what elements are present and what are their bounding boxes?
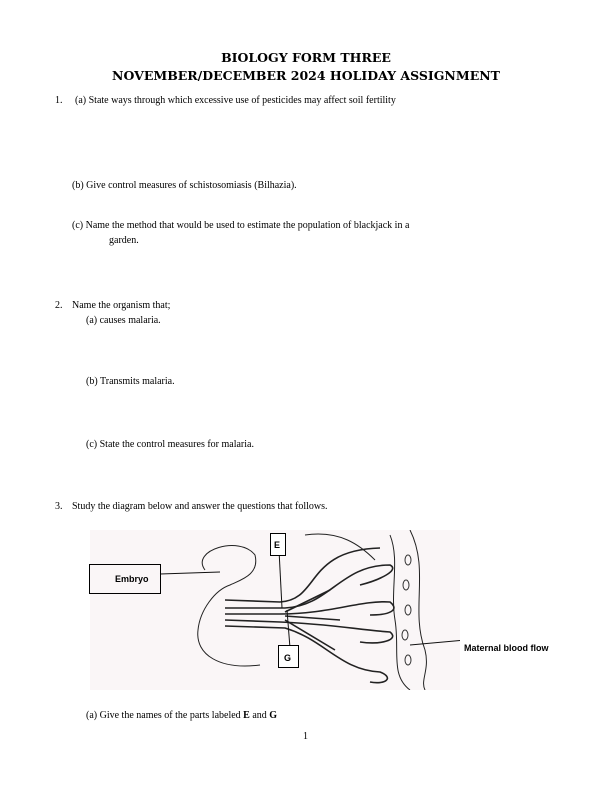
q3-stem: Study the diagram below and answer the questions that follows. — [72, 501, 328, 512]
q1a-text: (a) State ways through which excessive use of pesticides may affect soil fertility — [75, 95, 396, 106]
title-line-2: NOVEMBER/DECEMBER 2024 HOLIDAY ASSIGNMENT — [112, 68, 500, 83]
q1c-text: (c) Name the method that would be used to estimate the population of blackjack in a — [72, 220, 410, 231]
q3a-e: E — [243, 710, 250, 721]
g-label: G — [284, 653, 292, 663]
q3a-prefix: (a) Give the names of the parts labeled — [86, 710, 244, 721]
q1-number: 1. — [55, 95, 63, 106]
q1b-text: (b) Give control measures of schistosomiasis (Bilhazia). — [72, 180, 297, 191]
q2-stem: Name the organism that; — [72, 300, 171, 311]
q3a-text — [86, 710, 277, 721]
q2-number: 2. — [55, 300, 63, 311]
e-label: E — [274, 540, 281, 550]
q3a-and: and — [249, 710, 270, 721]
q2c-text: (c) State the control measures for malaria. — [86, 439, 254, 450]
embryo-label: Embryo — [115, 574, 149, 584]
title-line-1: BIOLOGY FORM THREE — [221, 50, 391, 65]
q1c-continuation: garden. — [109, 235, 139, 246]
q2a-text: (a) causes malaria. — [86, 315, 161, 326]
q3-number: 3. — [55, 501, 63, 512]
maternal-blood-flow-label: Maternal blood flow — [464, 643, 549, 653]
page-number: 1 — [303, 731, 308, 742]
q3a-g: G — [269, 710, 278, 721]
q2b-text: (b) Transmits malaria. — [86, 376, 175, 387]
